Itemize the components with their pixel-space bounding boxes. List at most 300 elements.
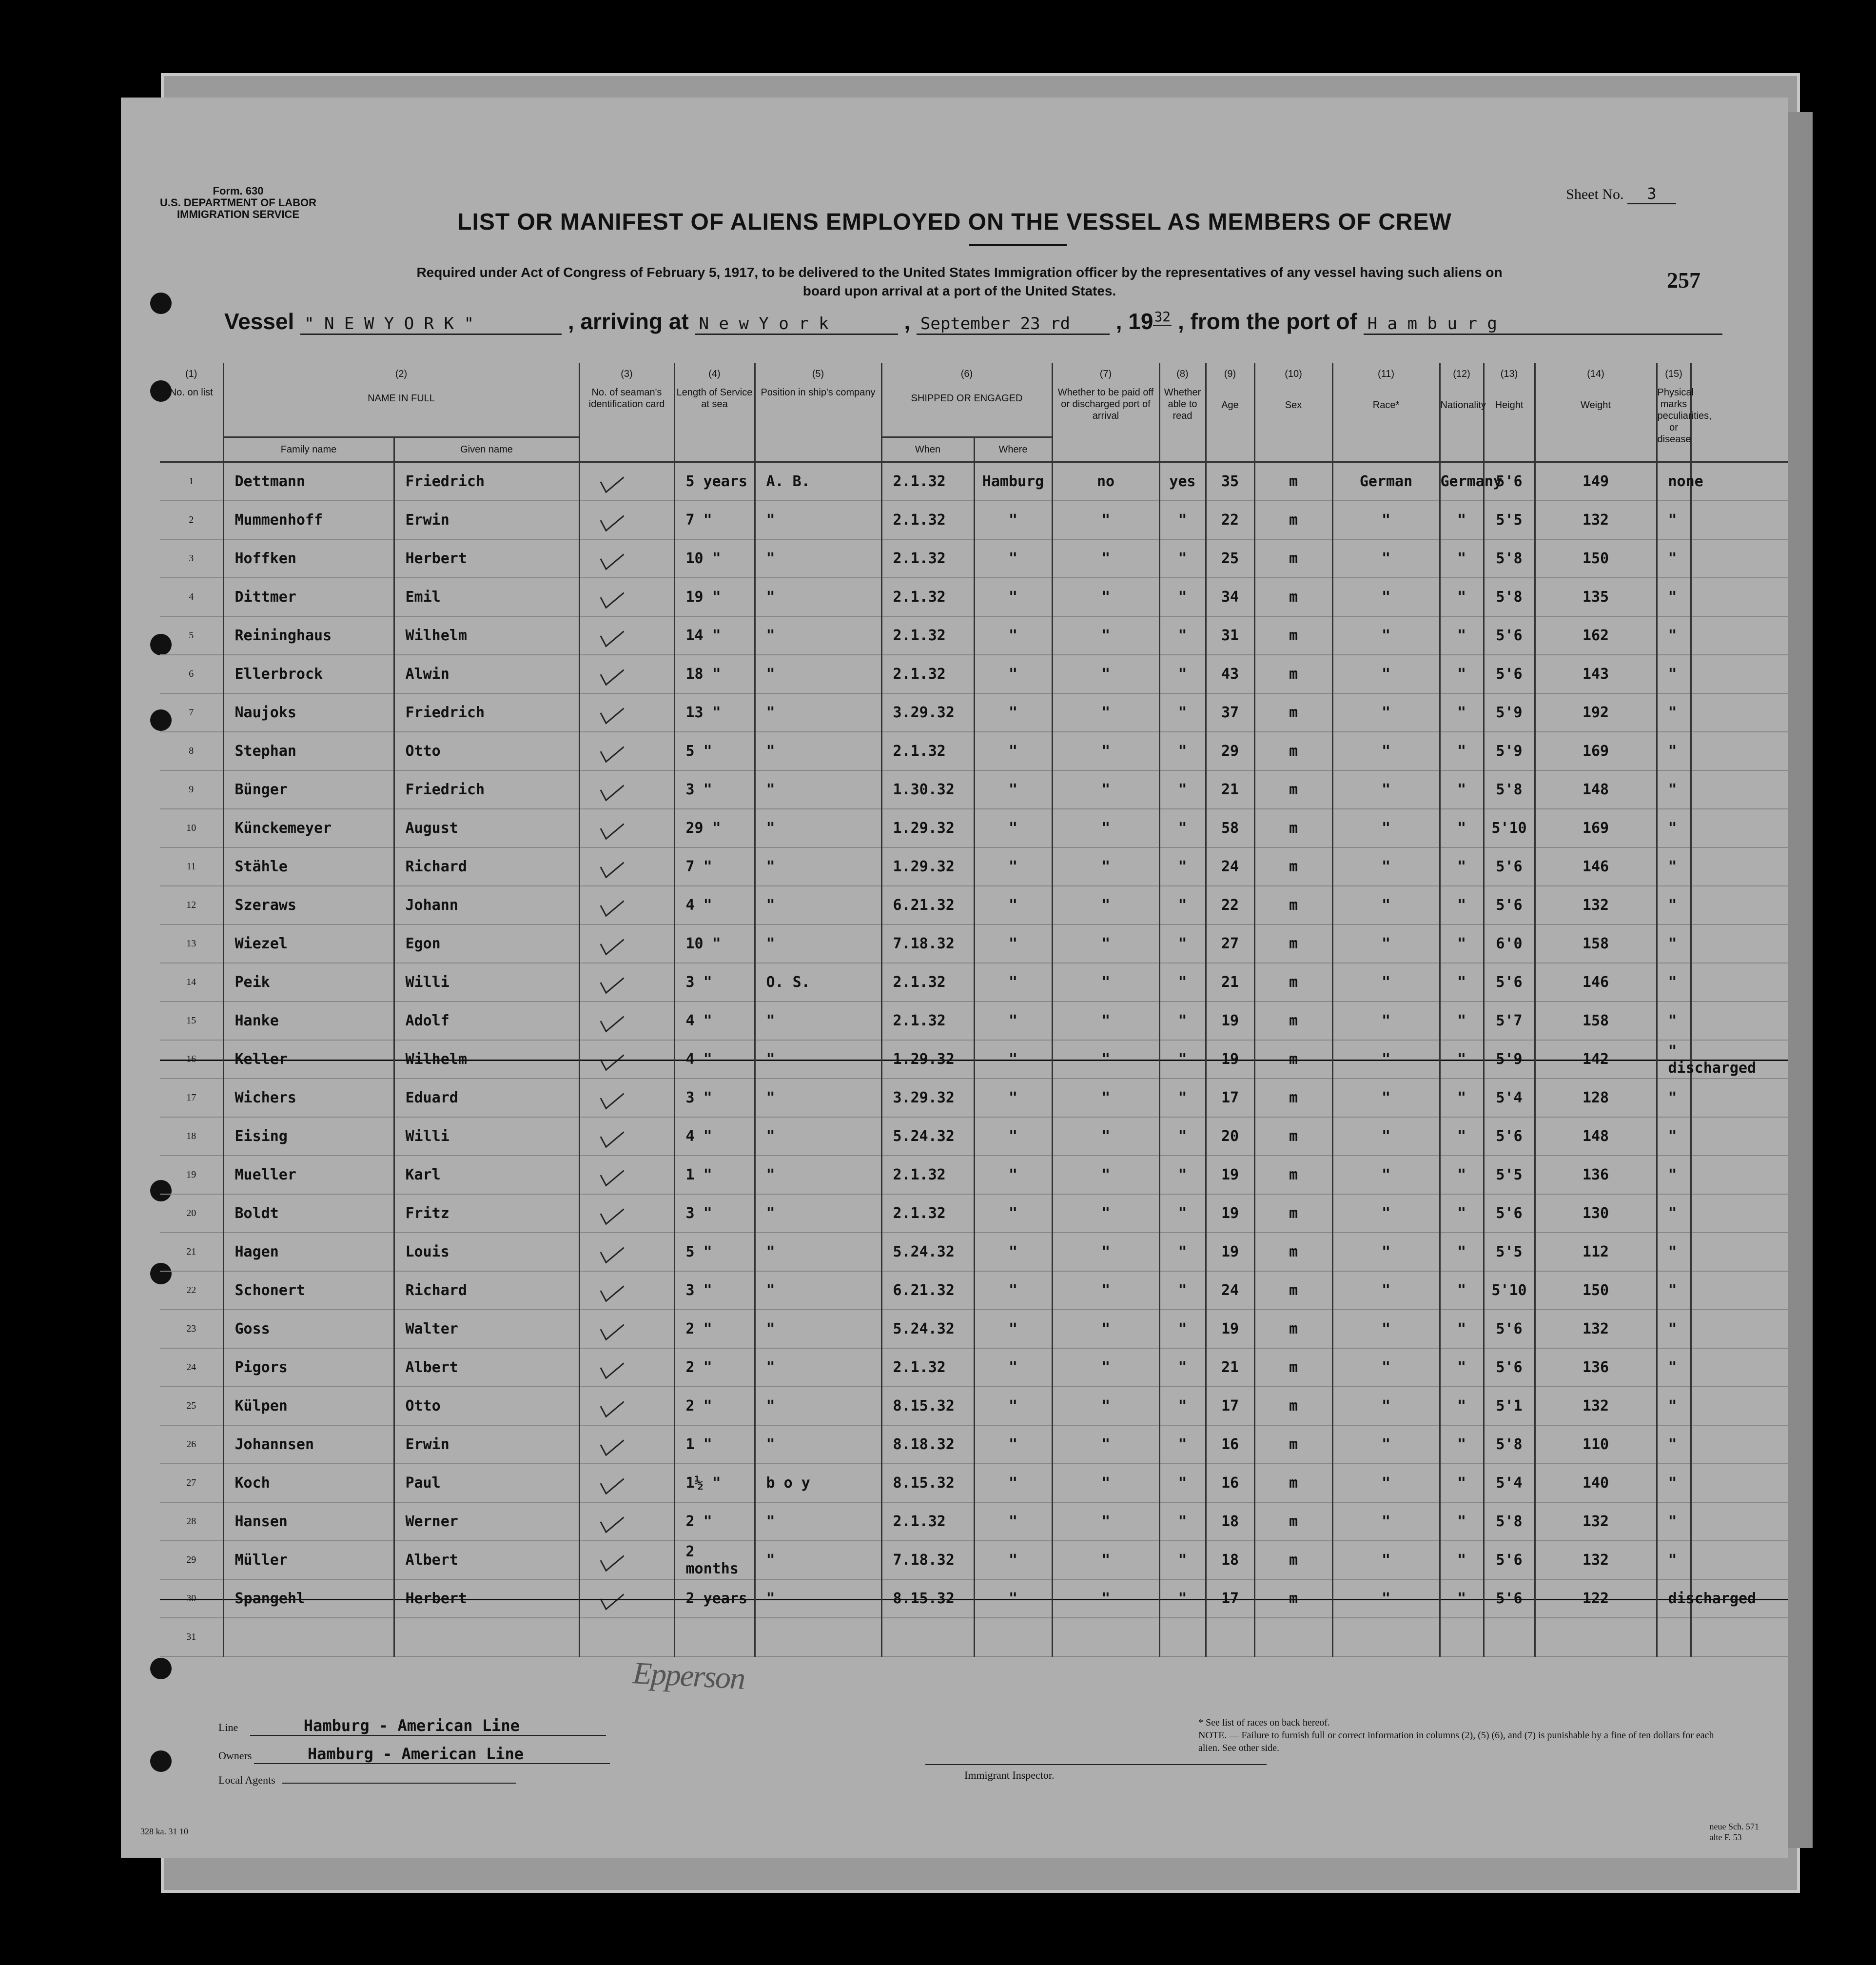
nationality: " xyxy=(1440,1464,1484,1502)
given-name: Friedrich xyxy=(394,462,579,501)
race: " xyxy=(1332,1002,1440,1040)
paid-off: " xyxy=(1052,1310,1159,1348)
race: " xyxy=(1332,539,1440,578)
shipped-when: 2.1.32 xyxy=(881,578,974,616)
agents-row xyxy=(218,1774,516,1787)
shipped-where: " xyxy=(974,1271,1052,1310)
age: 19 xyxy=(1206,1156,1254,1194)
physical-marks: " xyxy=(1657,616,1691,655)
shipped-where: " xyxy=(974,1310,1052,1348)
check-mark-icon xyxy=(600,505,625,531)
date-value: September 23 rd xyxy=(917,314,1110,335)
weight: 122 xyxy=(1535,1579,1657,1618)
from-label: , from the port of xyxy=(1177,309,1357,334)
race: " xyxy=(1332,1464,1440,1502)
blank-cell xyxy=(1691,924,1788,963)
able-to-read: " xyxy=(1159,578,1206,616)
ship-position: " xyxy=(755,1079,881,1117)
service-length: 5 years xyxy=(674,462,755,501)
service-length: 10 " xyxy=(674,924,755,963)
check-mark-icon xyxy=(600,582,625,609)
blank-cell xyxy=(1691,1387,1788,1425)
ship-position: " xyxy=(755,809,881,847)
corner-codes xyxy=(1710,1821,1759,1843)
check-mark-icon xyxy=(600,1199,625,1225)
crew-no: 30 xyxy=(160,1579,223,1618)
physical-marks: " xyxy=(1657,1156,1691,1194)
paid-off: " xyxy=(1052,732,1159,770)
col-card-header: (3) No. of seaman's identification card xyxy=(579,363,674,462)
blank-cell xyxy=(1691,1271,1788,1310)
col-service-header: (4) Length of Service at sea xyxy=(674,363,755,462)
paid-off: " xyxy=(1052,693,1159,732)
sex: m xyxy=(1254,1117,1332,1156)
shipped-where: " xyxy=(974,809,1052,847)
physical-marks: " xyxy=(1657,847,1691,886)
blank-cell xyxy=(1691,1040,1788,1079)
blank-cell xyxy=(1691,1348,1788,1387)
ship-position: " xyxy=(755,1310,881,1348)
shipped-where: " xyxy=(974,1002,1052,1040)
weight: 169 xyxy=(1535,732,1657,770)
service-length: 5 " xyxy=(674,1233,755,1271)
nationality: " xyxy=(1440,1079,1484,1117)
shipped-when: 2.1.32 xyxy=(881,1348,974,1387)
height: 5'8 xyxy=(1484,578,1535,616)
height: 5'8 xyxy=(1484,1425,1535,1464)
physical-marks: " xyxy=(1657,539,1691,578)
family-name: Keller xyxy=(223,1040,394,1079)
blank-cell xyxy=(1691,616,1788,655)
table-row xyxy=(160,1233,1788,1271)
weight: 192 xyxy=(1535,693,1657,732)
shipped-where: " xyxy=(974,616,1052,655)
blank-cell xyxy=(1691,963,1788,1002)
weight: 136 xyxy=(1535,1348,1657,1387)
inspector-signature-line xyxy=(925,1764,1267,1765)
weight: 132 xyxy=(1535,1541,1657,1579)
sex: m xyxy=(1254,963,1332,1002)
family-name: Künckemeyer xyxy=(223,809,394,847)
nationality: " xyxy=(1440,1002,1484,1040)
sex: m xyxy=(1254,809,1332,847)
blank-cell xyxy=(1052,1618,1159,1656)
ship-position: " xyxy=(755,1387,881,1425)
service-length: 14 " xyxy=(674,616,755,655)
weight: 132 xyxy=(1535,886,1657,924)
id-card-check xyxy=(579,1579,674,1618)
sex: m xyxy=(1254,1310,1332,1348)
shipped-when: 6.21.32 xyxy=(881,886,974,924)
shipped-where: " xyxy=(974,924,1052,963)
age: 19 xyxy=(1206,1233,1254,1271)
weight: 135 xyxy=(1535,578,1657,616)
given-name: Erwin xyxy=(394,1425,579,1464)
family-name: Müller xyxy=(223,1541,394,1579)
age: 31 xyxy=(1206,616,1254,655)
age: 21 xyxy=(1206,1348,1254,1387)
race: " xyxy=(1332,770,1440,809)
family-name: Wiezel xyxy=(223,924,394,963)
crew-no: 21 xyxy=(160,1233,223,1271)
paid-off: " xyxy=(1052,655,1159,693)
table-row xyxy=(160,732,1788,770)
check-mark-icon xyxy=(600,1468,625,1494)
id-card-check xyxy=(579,1002,674,1040)
check-mark-icon xyxy=(600,1507,625,1533)
ship-position: " xyxy=(755,770,881,809)
owners-value: Hamburg - American Line xyxy=(254,1745,610,1764)
service-length: 2 " xyxy=(674,1387,755,1425)
height: 5'6 xyxy=(1484,1194,1535,1233)
crew-no: 12 xyxy=(160,886,223,924)
service-length: 18 " xyxy=(674,655,755,693)
physical-marks: " xyxy=(1657,886,1691,924)
height: 5'6 xyxy=(1484,1310,1535,1348)
col-read-header: (8) Whether able to read xyxy=(1159,363,1206,462)
ship-position: " xyxy=(755,1117,881,1156)
shipped-when: 1.29.32 xyxy=(881,1040,974,1079)
race: " xyxy=(1332,1194,1440,1233)
given-name: Eduard xyxy=(394,1079,579,1117)
check-mark-icon xyxy=(600,929,625,955)
family-name: Mueller xyxy=(223,1156,394,1194)
sex: m xyxy=(1254,501,1332,539)
ship-position: " xyxy=(755,616,881,655)
height: 5'5 xyxy=(1484,1156,1535,1194)
table-row xyxy=(160,501,1788,539)
check-mark-icon xyxy=(600,775,625,801)
family-name: Külpen xyxy=(223,1387,394,1425)
table-row xyxy=(160,924,1788,963)
race: " xyxy=(1332,693,1440,732)
given-name: Otto xyxy=(394,1387,579,1425)
age: 17 xyxy=(1206,1079,1254,1117)
family-name: Schonert xyxy=(223,1271,394,1310)
service-length: 1½ " xyxy=(674,1464,755,1502)
crew-no: 19 xyxy=(160,1156,223,1194)
paid-off: " xyxy=(1052,616,1159,655)
age: 43 xyxy=(1206,655,1254,693)
paid-off: " xyxy=(1052,886,1159,924)
shipped-where: " xyxy=(974,1387,1052,1425)
check-mark-icon xyxy=(600,1121,625,1148)
height: 5'10 xyxy=(1484,809,1535,847)
check-mark-icon xyxy=(600,1044,625,1071)
physical-marks: none xyxy=(1657,462,1691,501)
height: 6'0 xyxy=(1484,924,1535,963)
race: " xyxy=(1332,809,1440,847)
physical-marks: " xyxy=(1657,1271,1691,1310)
id-card-check xyxy=(579,770,674,809)
crew-no: 7 xyxy=(160,693,223,732)
table-row xyxy=(160,963,1788,1002)
shipped-when: 2.1.32 xyxy=(881,1156,974,1194)
given-name: Werner xyxy=(394,1502,579,1541)
given-name: Wilhelm xyxy=(394,1040,579,1079)
age: 25 xyxy=(1206,539,1254,578)
weight: 146 xyxy=(1535,847,1657,886)
blank-cell xyxy=(1159,1618,1206,1656)
ship-position: b o y xyxy=(755,1464,881,1502)
able-to-read: " xyxy=(1159,1002,1206,1040)
line-value: Hamburg - American Line xyxy=(250,1716,606,1736)
ship-position: " xyxy=(755,924,881,963)
sex: m xyxy=(1254,770,1332,809)
table-row xyxy=(160,1387,1788,1425)
given-name: August xyxy=(394,809,579,847)
weight: 143 xyxy=(1535,655,1657,693)
ship-position: " xyxy=(755,1233,881,1271)
height: 5'1 xyxy=(1484,1387,1535,1425)
id-card-check xyxy=(579,847,674,886)
table-row xyxy=(160,1079,1788,1117)
ship-position: " xyxy=(755,1271,881,1310)
table-row xyxy=(160,539,1788,578)
ship-position: " xyxy=(755,655,881,693)
paid-off: " xyxy=(1052,1541,1159,1579)
family-name: Hagen xyxy=(223,1233,394,1271)
check-mark-icon xyxy=(600,1083,625,1109)
race: " xyxy=(1332,578,1440,616)
vessel-label: Vessel xyxy=(224,309,294,334)
weight: 112 xyxy=(1535,1233,1657,1271)
blank-cell xyxy=(1691,1117,1788,1156)
table-row xyxy=(160,847,1788,886)
shipped-where: " xyxy=(974,1541,1052,1579)
given-name: Fritz xyxy=(394,1194,579,1233)
col-sex-header: (10) Sex xyxy=(1254,363,1332,462)
ship-position: " xyxy=(755,1425,881,1464)
paid-off: " xyxy=(1052,1079,1159,1117)
id-card-check xyxy=(579,1464,674,1502)
race: " xyxy=(1332,1271,1440,1310)
crew-no: 20 xyxy=(160,1194,223,1233)
age: 24 xyxy=(1206,1271,1254,1310)
weight: 130 xyxy=(1535,1194,1657,1233)
height: 5'8 xyxy=(1484,770,1535,809)
physical-marks: " xyxy=(1657,963,1691,1002)
check-mark-icon xyxy=(600,890,625,917)
service-length: 2 years xyxy=(674,1579,755,1618)
ship-position: " xyxy=(755,1579,881,1618)
given-name: Willi xyxy=(394,1117,579,1156)
given-name: Richard xyxy=(394,847,579,886)
id-card-check xyxy=(579,501,674,539)
service-length: 10 " xyxy=(674,539,755,578)
able-to-read: " xyxy=(1159,1117,1206,1156)
service-length: 7 " xyxy=(674,501,755,539)
height: 5'4 xyxy=(1484,1464,1535,1502)
agents-label: Local Agents xyxy=(218,1774,275,1786)
col-shipped-header: (6) SHIPPED OR ENGAGED xyxy=(881,363,1052,437)
nationality: " xyxy=(1440,1387,1484,1425)
family-name: Szeraws xyxy=(223,886,394,924)
sex: m xyxy=(1254,924,1332,963)
service-length: 2 " xyxy=(674,1502,755,1541)
age: 19 xyxy=(1206,1040,1254,1079)
crew-no: 29 xyxy=(160,1541,223,1579)
owners-label: Owners xyxy=(218,1749,252,1762)
given-name: Wilhelm xyxy=(394,616,579,655)
shipped-where: " xyxy=(974,1040,1052,1079)
height: 5'6 xyxy=(1484,1541,1535,1579)
blank-cell xyxy=(1691,1079,1788,1117)
ship-position: " xyxy=(755,1156,881,1194)
nationality: " xyxy=(1440,924,1484,963)
shipped-when: 5.24.32 xyxy=(881,1310,974,1348)
family-name: Eising xyxy=(223,1117,394,1156)
table-row xyxy=(160,655,1788,693)
check-mark-icon xyxy=(600,967,625,994)
table-row xyxy=(160,578,1788,616)
voyage-line: Vessel " N E W Y O R K " , arriving at N e w Y o r k , September 23 rd , 1932 , from the port of H a m b u r g xyxy=(224,308,1722,335)
family-name: Pigors xyxy=(223,1348,394,1387)
nationality: " xyxy=(1440,1156,1484,1194)
race: " xyxy=(1332,1040,1440,1079)
shipped-when: 5.24.32 xyxy=(881,1117,974,1156)
able-to-read: " xyxy=(1159,1194,1206,1233)
shipped-where: " xyxy=(974,732,1052,770)
shipped-when: 1.29.32 xyxy=(881,847,974,886)
ship-position: " xyxy=(755,886,881,924)
height: 5'6 xyxy=(1484,462,1535,501)
height: 5'6 xyxy=(1484,1579,1535,1618)
id-card-check xyxy=(579,963,674,1002)
blank-cell xyxy=(1691,809,1788,847)
shipped-where: " xyxy=(974,770,1052,809)
crew-no: 22 xyxy=(160,1271,223,1310)
sex: m xyxy=(1254,1425,1332,1464)
family-name: Reininghaus xyxy=(223,616,394,655)
given-name: Richard xyxy=(394,1271,579,1310)
crew-no: 8 xyxy=(160,732,223,770)
weight: 149 xyxy=(1535,462,1657,501)
height: 5'9 xyxy=(1484,732,1535,770)
sex: m xyxy=(1254,1502,1332,1541)
check-mark-icon xyxy=(600,1237,625,1263)
handwritten-scribble: Epperson xyxy=(632,1655,746,1696)
arriving-value: N e w Y o r k xyxy=(695,314,898,335)
check-mark-icon xyxy=(600,1160,625,1186)
height: 5'6 xyxy=(1484,655,1535,693)
family-name: Dettmann xyxy=(223,462,394,501)
stamp-number: 257 xyxy=(1667,268,1700,293)
race: " xyxy=(1332,1233,1440,1271)
shipped-where: " xyxy=(974,693,1052,732)
check-mark-icon xyxy=(600,852,625,878)
id-card-check xyxy=(579,732,674,770)
paid-off: " xyxy=(1052,1464,1159,1502)
race: " xyxy=(1332,1387,1440,1425)
blank-cell xyxy=(1254,1618,1332,1656)
header-row xyxy=(160,363,1788,437)
able-to-read: " xyxy=(1159,1425,1206,1464)
crew-no: 15 xyxy=(160,1002,223,1040)
age: 21 xyxy=(1206,770,1254,809)
ship-position: " xyxy=(755,1040,881,1079)
height: 5'6 xyxy=(1484,1348,1535,1387)
race: " xyxy=(1332,1425,1440,1464)
blank-cell xyxy=(1691,886,1788,924)
sex: m xyxy=(1254,1156,1332,1194)
weight: 150 xyxy=(1535,539,1657,578)
sex: m xyxy=(1254,578,1332,616)
blank-cell xyxy=(1691,1464,1788,1502)
crew-no: 10 xyxy=(160,809,223,847)
family-name: Goss xyxy=(223,1310,394,1348)
ship-position: " xyxy=(755,693,881,732)
blank-cell xyxy=(1691,1502,1788,1541)
id-card-check xyxy=(579,1040,674,1079)
shipped-where: " xyxy=(974,1425,1052,1464)
id-card-check xyxy=(579,693,674,732)
shipped-when: 8.15.32 xyxy=(881,1387,974,1425)
col-position-header: (5) Position in ship's company xyxy=(755,363,881,462)
table-row xyxy=(160,770,1788,809)
family-name: Spangehl xyxy=(223,1579,394,1618)
age: 16 xyxy=(1206,1464,1254,1502)
id-card-check xyxy=(579,1233,674,1271)
physical-marks: " xyxy=(1657,732,1691,770)
shipped-when: 2.1.32 xyxy=(881,1502,974,1541)
paid-off: " xyxy=(1052,1271,1159,1310)
physical-marks: " xyxy=(1657,693,1691,732)
given-name: Willi xyxy=(394,963,579,1002)
crew-no: 28 xyxy=(160,1502,223,1541)
given-name: Karl xyxy=(394,1156,579,1194)
able-to-read: " xyxy=(1159,1079,1206,1117)
height: 5'9 xyxy=(1484,1040,1535,1079)
shipped-when: 2.1.32 xyxy=(881,616,974,655)
blank-cell xyxy=(223,1618,394,1656)
race: " xyxy=(1332,924,1440,963)
crew-no: 2 xyxy=(160,501,223,539)
ship-position: " xyxy=(755,578,881,616)
physical-marks: " xyxy=(1657,1079,1691,1117)
weight: 110 xyxy=(1535,1425,1657,1464)
shipped-when: 7.18.32 xyxy=(881,924,974,963)
service-length: 4 " xyxy=(674,886,755,924)
sex: m xyxy=(1254,1348,1332,1387)
age: 24 xyxy=(1206,847,1254,886)
col-given-header: Given name xyxy=(394,437,579,462)
table-row xyxy=(160,693,1788,732)
service: IMMIGRATION SERVICE xyxy=(177,208,299,220)
check-mark-icon xyxy=(600,1314,625,1340)
family-name: Boldt xyxy=(223,1194,394,1233)
shipped-when: 2.1.32 xyxy=(881,655,974,693)
paid-off: " xyxy=(1052,1425,1159,1464)
sex: m xyxy=(1254,655,1332,693)
given-name: Friedrich xyxy=(394,770,579,809)
blank-cell xyxy=(1691,655,1788,693)
race: " xyxy=(1332,655,1440,693)
able-to-read: " xyxy=(1159,924,1206,963)
shipped-when: 8.18.32 xyxy=(881,1425,974,1464)
nationality: " xyxy=(1440,1310,1484,1348)
sex: m xyxy=(1254,1194,1332,1233)
able-to-read: " xyxy=(1159,1387,1206,1425)
shipped-when: 6.21.32 xyxy=(881,1271,974,1310)
shipped-when: 1.29.32 xyxy=(881,809,974,847)
paid-off: " xyxy=(1052,1502,1159,1541)
paid-off: " xyxy=(1052,1579,1159,1618)
form-number: Form. 630 xyxy=(213,185,264,197)
able-to-read: " xyxy=(1159,501,1206,539)
given-name: Alwin xyxy=(394,655,579,693)
shipped-when: 2.1.32 xyxy=(881,963,974,1002)
